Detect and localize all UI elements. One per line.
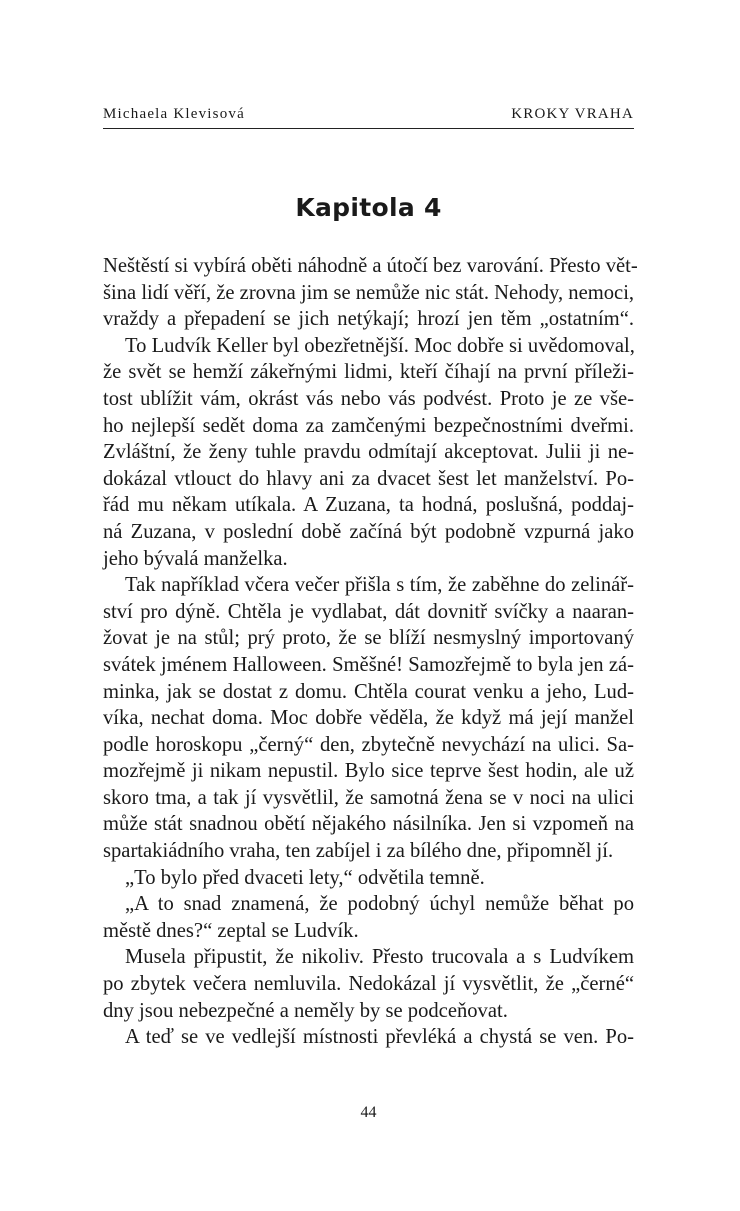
text-line: skoro tma, a tak jí vysvětlil, že samotná žena se v noci na ulici (103, 786, 634, 809)
text-line: „A to snad znamená, že podobný úchyl nemůže běhat po (125, 893, 634, 916)
text-line: ství pro dýně. Chtěla je vydlabat, dát dovnitř svíčky a naaran- (103, 600, 634, 623)
text-line: po zbytek večera nemluvila. Nedokázal jí vysvětlit, že „černé“ (103, 973, 634, 996)
page-number: 44 (360, 1104, 377, 1121)
text-line: že svět se hemží zákeřnými lidmi, kteří číhají na první příleži- (103, 361, 634, 384)
text-line: tost ublížit vám, okrást vás nebo vás podvést. Proto je ze vše- (103, 387, 634, 410)
chapter-title: Kapitola 4 (295, 193, 442, 222)
text-line: Tak například včera večer přišla s tím, že zaběhne do zelinář- (125, 574, 634, 597)
text-line: mozřejmě ji nikam nepustil. Bylo sice teprve šest hodin, ale už (103, 760, 634, 783)
text-line: dny jsou nebezpečné a neměly by se podceňovat. (103, 999, 508, 1022)
text-line: minka, jak se dostat z domu. Chtěla courat venku a jeho, Lud- (103, 680, 634, 703)
text-line: Musela připustit, že nikoliv. Přesto trucovala a s Ludvíkem (125, 946, 634, 969)
running-header (103, 104, 634, 129)
text-line: žovat je na stůl; prý proto, že se blíží nesmyslný importovaný (103, 627, 634, 650)
text-line: šina lidí věří, že zrovna jim se nemůže nic stát. Nehody, nemoci, (103, 281, 635, 304)
text-line: víka, nechat doma. Moc dobře věděla, že když má její manžel (103, 707, 634, 730)
text-line: jeho bývalá manželka. (103, 547, 288, 570)
text-line: ho nejlepší sedět doma za zamčenými bezpečnostními dveřmi. (103, 414, 634, 437)
text-line: „To bylo před dvaceti lety,“ odvětila temně. (125, 866, 485, 889)
header-author: Michaela Klevisová (103, 106, 245, 122)
text-line: řád mu někam utíkala. A Zuzana, ta hodná, poslušná, poddaj- (103, 494, 634, 517)
chapter-body-text (103, 253, 638, 1051)
text-line: městě dnes?“ zeptal se Ludvík. (103, 919, 359, 942)
header-book-title: KROKY VRAHA (511, 106, 634, 122)
text-line: může stát snadnou obětí nějakého násilníka. Jen si vzpomeň na (103, 813, 634, 836)
text-line: A teď se ve vedlejší místnosti převléká a chystá se ven. Po- (125, 1026, 634, 1049)
text-line: Zvláštní, že ženy tuhle pravdu odmítají akceptovat. Julii ji ne- (103, 441, 634, 464)
text-line: To Ludvík Keller byl obezřetnější. Moc dobře si uvědomoval, (125, 334, 635, 357)
text-line: svátek jménem Halloween. Směšné! Samozřejmě to byla jen zá- (103, 653, 634, 676)
text-line: spartakiádního vraha, ten zabíjel i za bílého dne, připomněl jí. (103, 840, 614, 863)
text-line: podle horoskopu „černý“ den, zbytečně nevychází na ulici. Sa- (103, 733, 634, 756)
text-line: dokázal vtlouct do hlavy ani za dvacet šest let manželství. Po- (103, 467, 634, 490)
text-line: Neštěstí si vybírá oběti náhodně a útočí bez varování. Přesto vět- (103, 255, 638, 277)
text-line: vraždy a přepadení se jich netýkají; hrozí jen těm „ostatním“. (103, 308, 634, 331)
text-line: ná Zuzana, v poslední době začíná být podobně vzpurná jako (103, 520, 634, 543)
